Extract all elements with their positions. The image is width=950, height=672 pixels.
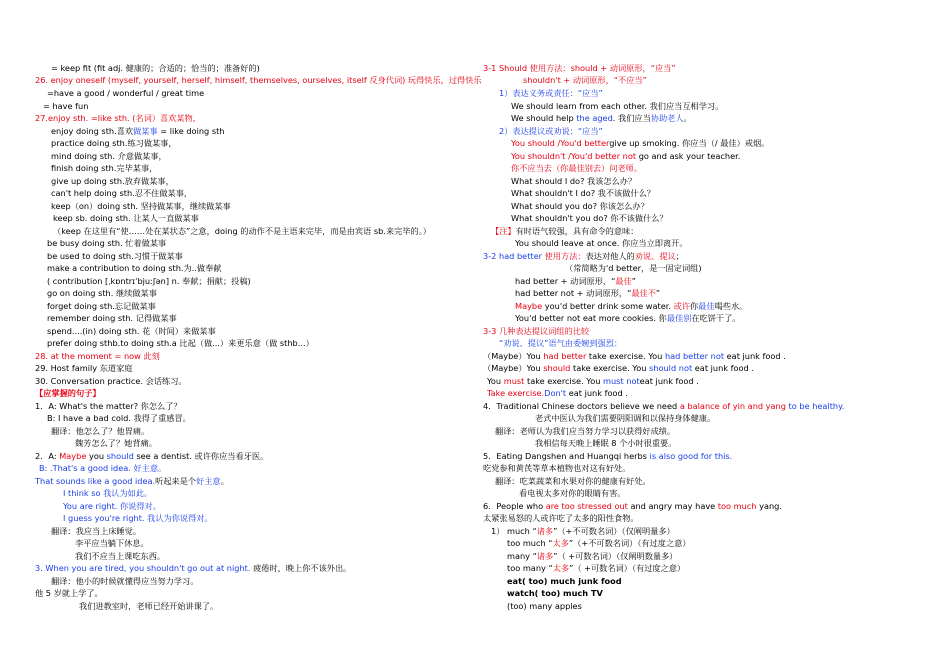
left-line: [35, 351, 160, 361]
left-line: [79, 601, 218, 611]
left-text-segment: 。: [220, 476, 229, 486]
right-text-segment: “劝说、提议”语气由委婉到强烈：: [499, 338, 623, 348]
right-text-segment: 1） much “: [491, 526, 537, 536]
right-line: [515, 276, 636, 286]
right-line: [487, 388, 628, 398]
left-line: [35, 563, 351, 573]
right-text-segment: . 我们应当: [612, 113, 651, 123]
right-text-segment: 你不应当去（你最佳别去）问老师。: [511, 163, 643, 173]
left-text-segment: =have a good / wonderful / great time: [47, 88, 205, 98]
left-line: [47, 288, 157, 298]
right-text-segment: watch( too) much TV: [507, 588, 603, 598]
right-text-segment: 太紧张易怒的人或许吃了太多的阳性食物。: [483, 513, 639, 523]
left-text-segment: I guess you're right. 我认为你说得对。: [63, 513, 213, 523]
right-text-segment: 3-1 Should 使用方法：should + 动词原形，“应当”: [483, 63, 676, 73]
left-line: [51, 576, 198, 586]
left-line: [51, 138, 177, 148]
left-text-segment: 2．A:: [35, 451, 60, 461]
right-text-segment: eat( too) much junk food: [507, 576, 622, 586]
left-text-segment: 我们不应当上课吃东西。: [75, 551, 166, 561]
right-text-segment: You should /You'd better: [511, 138, 610, 148]
right-text-segment: too much: [717, 501, 757, 511]
right-line: [483, 326, 589, 336]
right-line: [495, 426, 675, 436]
right-line: [511, 176, 636, 186]
right-text-segment: What should you do? 你该怎么办？: [511, 201, 649, 211]
right-line: [483, 513, 639, 523]
left-line: [51, 426, 149, 436]
left-line: [47, 263, 221, 273]
right-text-segment: ”（+不可数名词）（有过度之意）: [568, 538, 691, 548]
left-line: [47, 88, 204, 98]
right-text-segment: 诸多: [536, 526, 554, 536]
right-text-segment: had better not + 动词原形，“: [515, 288, 632, 298]
right-text-segment: What shouldn't I do? 我不该做什么？: [511, 188, 655, 198]
left-line: [75, 538, 149, 548]
right-text-segment: 。: [683, 113, 692, 123]
left-text-segment: ( contribution [ˌkɒntrɪˈbjuːʃən] n. 奉献；捐献；投稿): [47, 276, 251, 286]
right-line: [515, 301, 747, 311]
right-text-segment: 太多: [552, 538, 569, 548]
left-text-segment: 疲倦时，晚上你不该外出。: [253, 563, 352, 573]
right-text-segment: （常简略为'd better，是一固定词组): [565, 263, 702, 273]
right-line: [483, 401, 844, 411]
right-line: [519, 488, 625, 498]
right-text-segment: We should learn from each other. 我们应当互相学习。: [511, 101, 724, 111]
left-text-segment: be used to doing sth.习惯于做某事: [47, 251, 183, 261]
right-text-segment: 诸多: [536, 551, 554, 561]
right-text-segment: must not: [603, 376, 640, 386]
right-text-segment: the aged: [576, 113, 613, 123]
left-line: [51, 126, 225, 136]
left-text-segment: 【应掌握的句子】: [35, 388, 101, 398]
right-text-segment: （Maybe）You: [483, 363, 544, 373]
left-text-segment: 做某事: [133, 126, 158, 136]
left-text-segment: 好主意: [196, 476, 221, 486]
right-text-segment: take exercise. You: [586, 351, 665, 361]
left-text-segment: be busy doing sth. 忙着做某事: [47, 238, 167, 248]
right-text-segment: should not: [649, 363, 693, 373]
left-line: [75, 551, 165, 561]
right-line: [483, 363, 754, 373]
right-line: [511, 101, 723, 111]
right-text-segment: 表达对他人的: [585, 251, 635, 261]
left-line: [47, 238, 166, 248]
left-text-segment: You are right. 你说得对。: [63, 501, 161, 511]
right-text-segment: ”（ +可数名词）（有过度之意）: [569, 563, 686, 573]
right-text-segment: You should leave at once. 你应当立即离开。: [515, 238, 688, 248]
right-text-segment: 翻译：吃菜蔬菜和水果对你的健康有好处。: [495, 476, 651, 486]
right-line: [507, 551, 678, 561]
right-text-segment: Maybe: [515, 301, 543, 311]
left-line: [35, 588, 103, 598]
right-text-segment: is also good for this.: [649, 451, 733, 461]
left-line: [47, 301, 156, 311]
left-text-segment: 1．A: What's the matter? 你怎么了？: [35, 401, 182, 411]
right-text-segment: had better not: [664, 351, 725, 361]
right-text-segment: should: [543, 363, 571, 373]
right-text-segment: 喝些水。: [714, 301, 748, 311]
right-line: [483, 463, 630, 473]
left-text-segment: （keep 在这里有“使……处在某状态”之意，doing 的动作不是主语来完毕，而是由宾语 sb.来完毕的。）: [53, 226, 431, 236]
right-text-segment: 你: [689, 301, 699, 311]
right-line: [491, 526, 675, 536]
left-text-segment: 他 5 岁就上学了。: [35, 588, 103, 598]
left-text-segment: make a contribution to doing sth.为..做奉献: [47, 263, 222, 273]
left-text-segment: should: [106, 451, 134, 461]
right-text-segment: ；: [675, 251, 684, 261]
left-text-segment: 翻译：他怎么了？他胃痛。: [51, 426, 150, 436]
right-line: [495, 476, 651, 486]
right-text-segment: Take exercise.: [487, 388, 545, 398]
left-text-segment: mind doing sth. 介意做某事，: [51, 151, 167, 161]
right-text-segment: eat junk food .: [566, 388, 628, 398]
right-text-segment: yang.: [756, 501, 782, 511]
right-text-segment: to be healthy.: [788, 401, 845, 411]
right-text-segment: 5．Eating Dangshen and Huangqi herbs: [483, 451, 650, 461]
left-text-segment: 听起来是个: [155, 476, 197, 486]
right-line: [511, 201, 649, 211]
left-text-segment: prefer doing sthb.to doing sth.a 比起（做...）来更乐意（做 sthb...）: [47, 338, 314, 348]
right-line: [491, 226, 638, 236]
right-line: [499, 338, 622, 348]
right-line: [535, 438, 676, 448]
right-line: [511, 151, 740, 161]
left-line: [51, 163, 157, 173]
right-text-segment: You shouldn't /You'd better not: [511, 151, 637, 161]
right-text-segment: 【注】: [491, 226, 516, 236]
left-line: [35, 476, 229, 486]
right-line: [523, 75, 647, 85]
right-text-segment: 老式中医认为我们需要阴阳调和以保持身体健康。: [535, 413, 716, 423]
right-line: [483, 251, 684, 261]
left-line: [35, 376, 187, 386]
right-line: [511, 213, 668, 223]
left-line: [35, 113, 195, 123]
right-text-segment: go and ask your teacher.: [636, 151, 741, 161]
left-text-segment: = keep fit (fit adj. 健康的；合适的；恰当的；准备好的): [51, 63, 260, 73]
right-line: [507, 563, 685, 573]
right-line: [511, 113, 692, 123]
left-line: [63, 488, 152, 498]
left-text-segment: forget doing sth.忘记做某事: [47, 301, 156, 311]
left-text-segment: finish doing sth.完毕某事，: [51, 163, 158, 173]
right-text-segment: What should I do? 我该怎么办？: [511, 176, 637, 186]
right-text-segment: What shouldn't you do? 你不该做什么？: [511, 213, 668, 223]
right-text-segment: (too) many apples: [507, 601, 582, 611]
right-text-segment: too much “: [507, 538, 553, 548]
left-text-segment: enjoy doing sth.喜欢: [51, 126, 134, 136]
right-text-segment: 我相信每天晚上睡眠 8 个小时很重要。: [535, 438, 677, 448]
right-line: [515, 313, 740, 323]
right-text-segment: ”（ +可数名词）（仅阐明数量多）: [553, 551, 678, 561]
left-text-segment: I think so 我认为如此。: [63, 488, 153, 498]
right-text-segment: We should help: [511, 113, 577, 123]
left-text-segment: remember doing sth. 记得做某事: [47, 313, 177, 323]
left-line: [47, 338, 314, 348]
left-line: [51, 176, 174, 186]
right-text-segment: ”（+不可数名词）（仅阐明量多）: [553, 526, 675, 536]
left-text-segment: = have fun: [43, 101, 89, 111]
right-text-segment: 看电视太多对你的眼睛有害。: [519, 488, 626, 498]
right-text-segment: 吃党参和黄芪等草本植物也对这有好处。: [483, 463, 631, 473]
left-line: [47, 313, 177, 323]
right-line: [515, 288, 660, 298]
right-text-segment: 最佳不: [631, 288, 656, 298]
right-text-segment: 3-3 几种表达提议词组的比较: [483, 326, 590, 336]
left-text-segment: 26. enjoy oneself (myself, yourself, herself, himself, themselves, ourselves, itself 反身代词) 玩得快乐，过得快乐: [35, 75, 482, 85]
right-line: [483, 351, 786, 361]
left-line: [51, 526, 141, 536]
right-text-segment: too many “: [507, 563, 553, 573]
right-text-segment: must: [503, 376, 525, 386]
left-text-segment: give up doing sth.放弃做某事，: [51, 176, 174, 186]
right-text-segment: 6．People who: [483, 501, 546, 511]
right-text-segment: take exercise. You: [570, 363, 650, 373]
right-text-segment: 翻译：老师认为我们应当努力学习以获得好成绩。: [495, 426, 676, 436]
left-text-segment: can't help doing sth.忍不住做某事，: [51, 188, 193, 198]
left-line: [51, 63, 260, 73]
right-text-segment: eat junk food .: [692, 363, 754, 373]
right-text-segment: You: [487, 376, 504, 386]
left-text-segment: 27.enjoy sth. =like sth. (名词）喜欢某物,: [35, 113, 196, 123]
left-text-segment: That sounds like a good idea.: [35, 476, 156, 486]
right-text-segment: shouldn't + 动词原形，“不应当”: [523, 75, 647, 85]
right-line: [483, 501, 782, 511]
right-line: [511, 163, 642, 173]
left-text-segment: keep（on）doing sth. 坚持做某事，继续做某事: [51, 201, 231, 211]
right-text-segment: 2）表达提议或劝说：“应当”: [499, 126, 603, 136]
left-line: [53, 226, 431, 236]
left-text-segment: 29. Host family 东道家庭: [35, 363, 133, 373]
left-text-segment: 28. at the moment = now 此刻: [35, 351, 160, 361]
left-text-segment: = like doing sth: [157, 126, 225, 136]
right-line: [499, 126, 603, 136]
left-line: [75, 438, 157, 448]
right-line: [499, 88, 603, 98]
right-text-segment: 协助老人: [650, 113, 684, 123]
left-line: [47, 326, 216, 336]
right-text-segment: 最佳别: [666, 313, 692, 323]
right-text-segment: ”: [631, 276, 636, 286]
left-text-segment: spend....(in) doing sth. 花（时间）来做某事: [47, 326, 216, 336]
left-text-segment: B: I have a bad cold. 我得了重感冒。: [47, 413, 191, 423]
right-text-segment: （Maybe）You: [483, 351, 544, 361]
left-line: [47, 251, 183, 261]
left-line: [35, 451, 268, 461]
left-text-segment: 30. Conversation practice. 会话练习。: [35, 376, 187, 386]
right-text-segment: ”: [655, 288, 661, 298]
left-line: [47, 413, 191, 423]
right-line: [511, 138, 769, 148]
right-text-segment: a balance of yin and yang: [679, 401, 786, 411]
left-text-segment: you: [86, 451, 107, 461]
left-line: [51, 201, 231, 211]
left-text-segment: 翻译：我应当上床睡觉。: [51, 526, 142, 536]
right-text-segment: You'd better not eat more cookies. 你: [515, 313, 667, 323]
left-text-segment: 我们进教室时，老师已经开始讲课了。: [79, 601, 219, 611]
right-text-segment: many “: [507, 551, 537, 561]
left-text-segment: Maybe: [59, 451, 87, 461]
left-text-segment: 翻译：他小的时候就懂得应当努力学习。: [51, 576, 199, 586]
right-text-segment: are too stressed out: [545, 501, 628, 511]
right-line: [483, 451, 732, 461]
left-text-segment: 李平应当躺下休息。: [75, 538, 149, 548]
left-line: [39, 463, 166, 473]
right-line: [483, 63, 676, 73]
left-line: [35, 363, 133, 373]
left-line: [47, 276, 251, 286]
right-line: [515, 238, 688, 248]
right-text-segment: 最佳: [615, 276, 632, 286]
right-text-segment: 或许: [673, 301, 690, 311]
left-line: [63, 501, 161, 511]
right-text-segment: give up smoking. 你应当（/ 最佳）戒烟。: [609, 138, 770, 148]
right-line: [507, 576, 622, 586]
left-text-segment: keep sb. doing sth. 让某人一直做某事: [53, 213, 199, 223]
right-line: [507, 601, 582, 611]
right-text-segment: 在吃饼干了。: [691, 313, 741, 323]
right-line: [565, 263, 702, 273]
right-text-segment: 4．Traditional Chinese doctors believe we need: [483, 401, 680, 411]
left-text-segment: go on doing sth. 继续做某事: [47, 288, 157, 298]
left-text-segment: practice doing sth.练习做某事，: [51, 138, 177, 148]
right-line: [535, 413, 715, 423]
right-line: [511, 188, 655, 198]
right-text-segment: 1）表达义务或责任：“应当”: [499, 88, 603, 98]
left-text-segment: 3. When you are tired, you shouldn't go out at night.: [35, 563, 254, 573]
right-text-segment: 使用方法：: [544, 251, 586, 261]
right-line: [507, 538, 691, 548]
right-text-segment: 有时语气较强，具有命令的意味：: [515, 226, 639, 236]
left-line: [35, 401, 182, 411]
right-text-segment: had better: [543, 351, 587, 361]
left-line: [63, 513, 213, 523]
left-line: [53, 213, 199, 223]
left-line: [51, 188, 192, 198]
left-text-segment: B: .That's a good idea. 好主意。: [39, 463, 167, 473]
left-text-segment: 魏芳怎么了？她背痛。: [75, 438, 157, 448]
left-text-segment: see a dentist. 或许你应当看牙医。: [133, 451, 269, 461]
left-line: [43, 101, 88, 111]
right-text-segment: eat junk food .: [724, 351, 786, 361]
right-text-segment: and angry may have: [627, 501, 718, 511]
right-text-segment: take exercise. You: [524, 376, 604, 386]
left-line: [35, 388, 101, 398]
right-line: [487, 376, 699, 386]
right-text-segment: Don't: [544, 388, 567, 398]
right-text-segment: 最佳: [698, 301, 715, 311]
right-line: [507, 588, 603, 598]
left-line: [35, 75, 482, 85]
right-text-segment: 劝说、提议: [634, 251, 676, 261]
right-text-segment: eat junk food .: [639, 376, 699, 386]
right-text-segment: you'd better drink some water.: [542, 301, 674, 311]
left-line: [51, 151, 167, 161]
right-text-segment: had better + 动词原形，“: [515, 276, 616, 286]
right-text-segment: 3-2 had better: [483, 251, 545, 261]
right-text-segment: 太多: [552, 563, 570, 573]
